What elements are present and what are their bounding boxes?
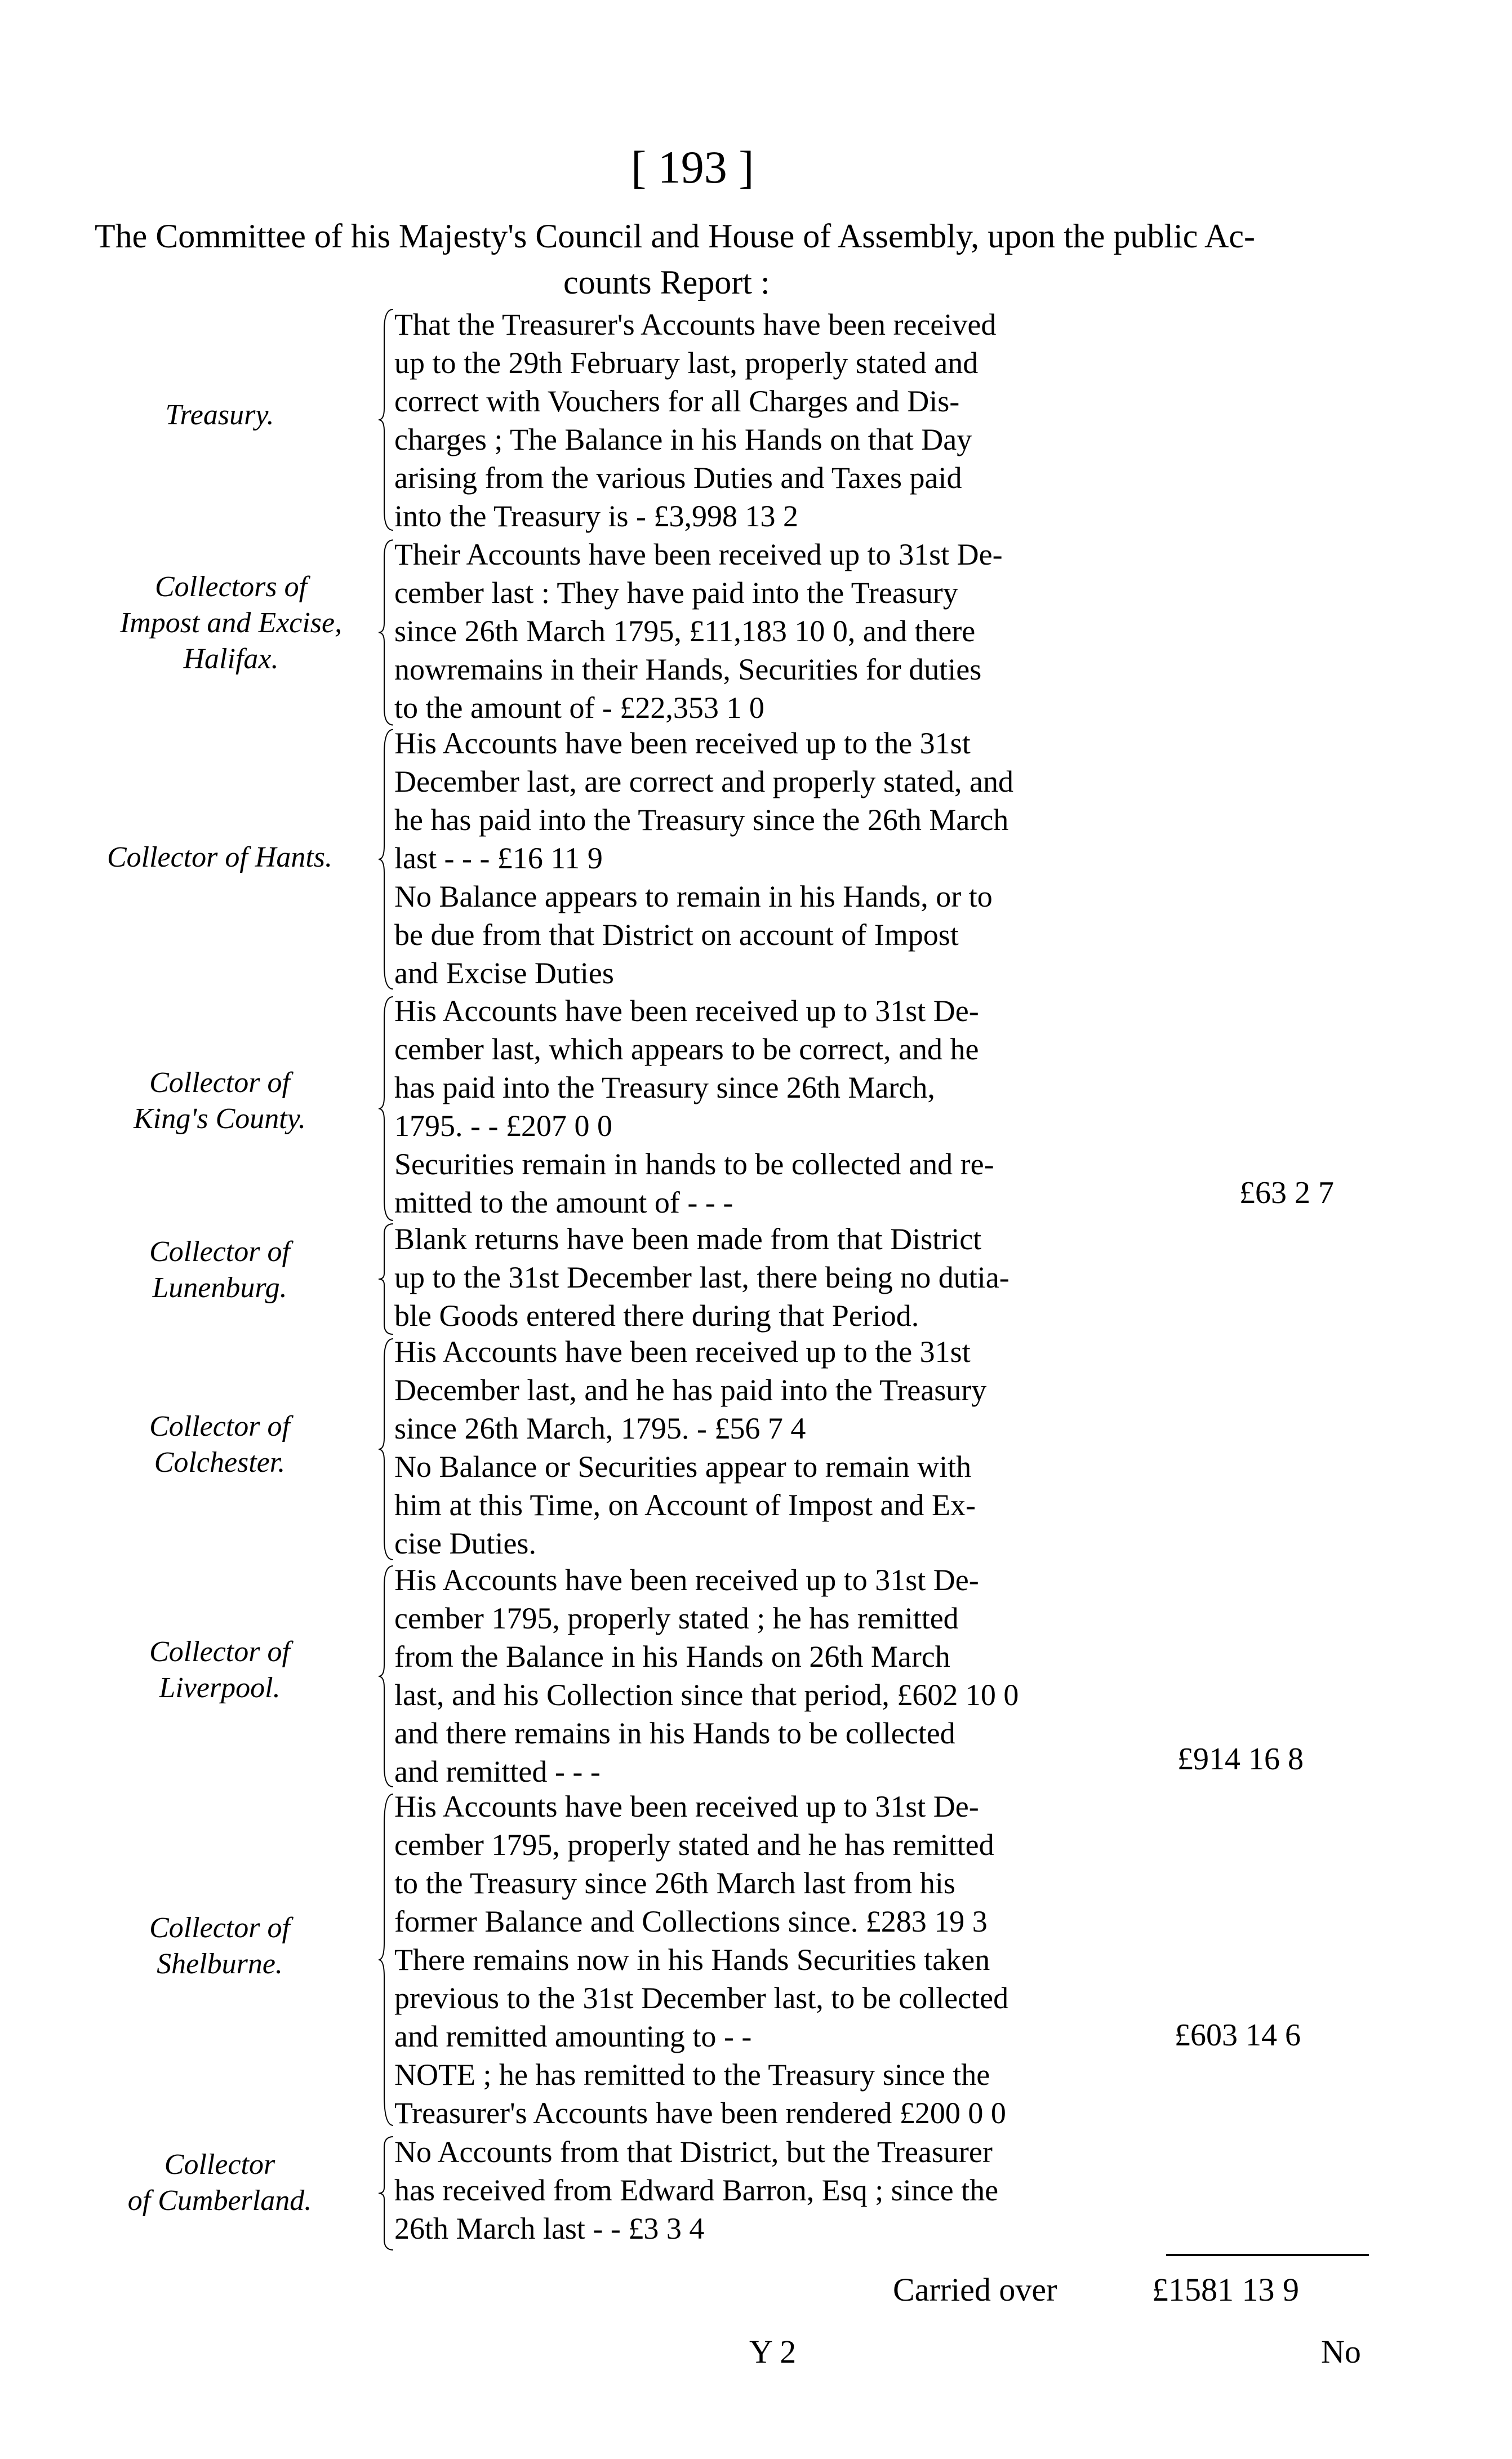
signature-mark: Y 2 [749, 2333, 797, 2370]
entry-label-colchester: Collector of Colchester. [149, 1410, 290, 1479]
entry-label-lunenburg: Collector of Lunenburg. [149, 1236, 290, 1304]
brace-icon [377, 2136, 394, 2251]
amount-shelburne: £603 14 6 [1175, 2018, 1301, 2053]
entry-label-kings-county: Collector of King's County. [134, 1067, 306, 1135]
entry-label-hants: Collector of Hants. [106, 841, 333, 873]
entry-text-liverpool: His Accounts have been received up to 31st De- cember 1795, properly stated ; he has remitted from the Balance in his Hands on 26th March last, and his Collection since that period, £602 10 0 and there remains in his Hands to be collected and remitted - - - [394, 1563, 1019, 1788]
amount-kings-county: £63 2 7 [1239, 1175, 1334, 1210]
entry-text-impost-excise-halifax: Their Accounts have been received up to 31st De- cember last : They have paid into the Treasury since 26th March 1795, £11,183 10 0, and there nowremains in their Hands, Securities for duties to the amount of - £22,353 1 0 [394, 538, 1003, 725]
carried-over-amount: £1581 13 9 [1152, 2271, 1299, 2308]
catchword: No [1321, 2333, 1361, 2370]
entry-label-liverpool: Collector of Liverpool. [149, 1636, 290, 1704]
brace-icon [377, 727, 394, 992]
entry-text-treasury: That the Treasurer's Accounts have been received up to the 29th February last, properly stated and correct with Vouchers for all Charges and Dis- charges ; The Balance in his Hands on that Day arising from the various Duties and Taxes paid into the Treasury is - £3,998 13 2 [394, 308, 997, 533]
entry-text-hants: His Accounts have been received up to the 31st December last, are correct and properly stated, and he has paid into the Treasury since the 26th March last - - - £16 11 9 No Balance appears to remain in his Hands, or to be due from that District on account of Impost and Excise Duties [394, 726, 1013, 990]
entry-text-kings-county: His Accounts have been received up to 31st De- cember last, which appears to be correct, and he has paid into the Treasury since 26th March, 1795. - - £207 0 0 Securities remain in hands to be collected and re- mitted to the amount of - - - [394, 994, 994, 1219]
brace-icon [377, 1223, 394, 1335]
entry-label-impost-excise-halifax: Collectors of Impost and Excise, Halifax. [119, 571, 343, 675]
page-number: [ 193 ] [631, 141, 754, 193]
carried-over-label: Carried over [893, 2271, 1057, 2308]
brace-icon [377, 1791, 394, 2129]
report-heading-continued: counts Report : [563, 264, 770, 301]
entry-text-cumberland: No Accounts from that District, but the Treasurer has received from Edward Barron, Esq ; since the 26th March last - - £3 3 4 [394, 2135, 999, 2245]
brace-icon [377, 1337, 394, 1562]
brace-icon [377, 307, 394, 532]
entry-label-treasury: Treasury. [165, 399, 274, 431]
brace-icon [377, 1564, 394, 1789]
brace-icon [377, 995, 394, 1223]
amount-liverpool: £914 16 8 [1177, 1742, 1304, 1777]
total-rule [1166, 2254, 1369, 2256]
entry-text-shelburne: His Accounts have been received up to 31st De- cember 1795, properly stated and he has remitted to the Treasury since 26th March last from his former Balance and Collections since. £283 19 3 There remains now in his Hands Securities taken previous to the 31st December last, to be collected and remitted amounting to - - NOTE ; he has remitted to the Treasury since the Treasurer's Accounts have been rendered £200 0 0 [394, 1790, 1009, 2130]
brace-icon [377, 538, 394, 727]
entry-label-shelburne: Collector of Shelburne. [149, 1912, 290, 1980]
entry-text-colchester: His Accounts have been received up to the 31st December last, and he has paid into the Treasury since 26th March, 1795. - £56 7 4 No Balance or Securities appear to remain with him at this Time, on Account of Impost and Ex- cise Duties. [394, 1335, 987, 1560]
report-heading: The Committee of his Majesty's Council and House of Assembly, upon the public Ac- [95, 218, 1255, 255]
entry-label-cumberland: Collector of Cumberland. [127, 2149, 312, 2217]
entry-text-lunenburg: Blank returns have been made from that District up to the 31st December last, there being no dutia- ble Goods entered there during that Period. [394, 1222, 1010, 1333]
